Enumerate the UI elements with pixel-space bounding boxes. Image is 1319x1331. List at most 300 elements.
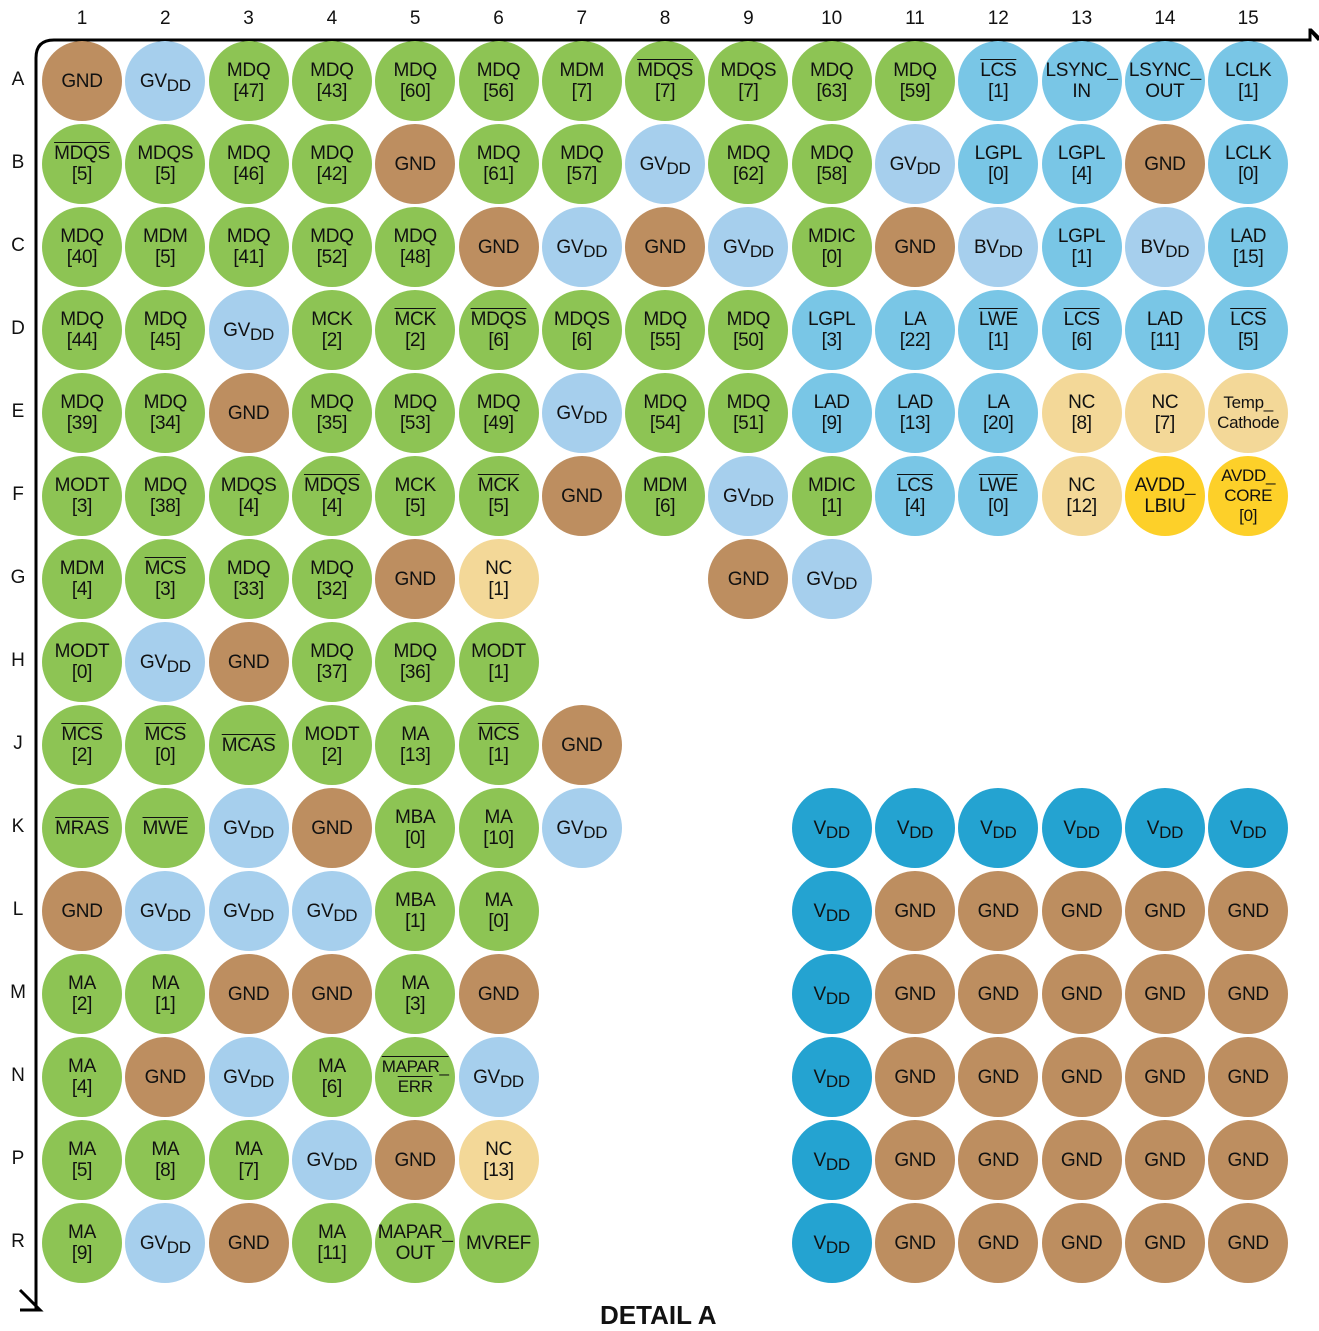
- ball-K7: [542, 788, 622, 868]
- ball-label-line: [6]: [321, 1077, 342, 1098]
- ball-E2: [125, 373, 205, 453]
- ball-label-line: $GV_{DD}$: [223, 900, 274, 925]
- ball-label-line: [1]: [405, 911, 426, 932]
- ball-J3: [209, 705, 289, 785]
- ball-label-line: GND: [477, 236, 520, 258]
- ball-label-line: [41]: [233, 247, 264, 268]
- ball-label-line: [2]: [71, 745, 93, 766]
- ball-label-line: GND: [1060, 1232, 1103, 1254]
- ball-label-line: LCLK: [1225, 143, 1272, 164]
- ball-C13: [1042, 207, 1122, 287]
- ball-label-line: MDQ: [226, 143, 271, 164]
- ball-C2: [125, 207, 205, 287]
- ball-label-line: MODT: [54, 641, 110, 662]
- ball-F4: [292, 456, 372, 536]
- ball-F9: [708, 456, 788, 536]
- ball-F13: [1042, 456, 1122, 536]
- ball-label-line: GND: [1060, 1066, 1103, 1088]
- ball-label-line: $V_{DD}$: [813, 983, 850, 1008]
- ball-B4: [292, 124, 372, 204]
- ball-label-line: $GV_{DD}$: [223, 1066, 274, 1091]
- ball-label-line: [7]: [1154, 413, 1175, 434]
- ball-label-line: [1]: [988, 330, 1009, 351]
- ball-label-line: [2]: [405, 330, 426, 351]
- ball-F14: [1125, 456, 1205, 536]
- ball-B7: [542, 124, 622, 204]
- ball-label-line: MDQ: [310, 558, 354, 579]
- ball-label-line: $GV_{DD}$: [639, 153, 691, 178]
- ball-label-line: GND: [977, 1232, 1019, 1254]
- ball-K3: [209, 788, 289, 868]
- ball-label-line: $\overline{LWE}$: [978, 309, 1018, 330]
- ball-L13: [1042, 871, 1122, 951]
- ball-A2: [125, 41, 205, 121]
- ball-P1: [42, 1120, 122, 1200]
- ball-label-line: MODT: [54, 475, 110, 496]
- ball-label-line: MDQ: [60, 392, 104, 413]
- ball-label-line: MDM: [642, 475, 688, 496]
- ball-label-line: MDQ: [310, 226, 354, 247]
- ball-M1: [42, 954, 122, 1034]
- ball-label-line: GND: [977, 983, 1019, 1005]
- column-header-5: 5: [409, 8, 421, 29]
- ball-label-line: $V_{DD}$: [1063, 817, 1100, 842]
- ball-A11: [875, 41, 955, 121]
- ball-F10: [792, 456, 872, 536]
- ball-D13: [1042, 290, 1122, 370]
- ball-label-line: MCK: [311, 309, 353, 330]
- ball-label-line: [2]: [321, 330, 342, 351]
- detail-caption: DETAIL A: [600, 1300, 717, 1330]
- ball-label-line: GND: [1144, 900, 1186, 922]
- ball-N12: [958, 1037, 1038, 1117]
- ball-label-line: [57]: [566, 164, 598, 185]
- ball-label-line: GND: [227, 983, 270, 1005]
- ball-label-line: $V_{DD}$: [813, 900, 850, 925]
- ball-N1: [42, 1037, 122, 1117]
- ball-label-line: [13]: [399, 745, 431, 766]
- ball-label-line: GND: [1144, 1066, 1186, 1088]
- ball-label-line: MDQ: [143, 475, 188, 496]
- ball-D8: [625, 290, 705, 370]
- ball-label-line: MDQ: [310, 641, 354, 662]
- ball-label-line: [63]: [816, 81, 847, 102]
- ball-E7: [542, 373, 622, 453]
- ball-label-line: [38]: [150, 496, 181, 517]
- ball-label-line: GND: [894, 1232, 936, 1254]
- ball-label-line: [36]: [399, 662, 431, 683]
- ball-D3: [209, 290, 289, 370]
- ball-P12: [958, 1120, 1038, 1200]
- ball-E8: [625, 373, 705, 453]
- ball-label-line: [7]: [738, 81, 759, 102]
- ball-label-line: $\overline{LWE}$: [978, 475, 1018, 496]
- ball-label-line: LGPL: [807, 309, 856, 330]
- ball-label-line: MA: [484, 807, 513, 828]
- ball-P15: [1208, 1120, 1288, 1200]
- ball-label-line: MA: [68, 1056, 96, 1077]
- ball-G9: [708, 539, 788, 619]
- ball-P4: [292, 1120, 372, 1200]
- ball-label-line: [1]: [988, 81, 1009, 102]
- ball-A14: [1125, 41, 1205, 121]
- column-header-9: 9: [743, 8, 754, 29]
- ball-label-line: GND: [727, 568, 770, 590]
- ball-label-line: [5]: [155, 247, 176, 268]
- ball-K13: [1042, 788, 1122, 868]
- ball-K2: [125, 788, 205, 868]
- ball-N2: [125, 1037, 205, 1117]
- ball-label-line: GND: [61, 900, 103, 922]
- ball-H3: [209, 622, 289, 702]
- ball-label-line: MODT: [304, 724, 360, 745]
- column-header-8: 8: [659, 8, 671, 29]
- ball-A7: [542, 41, 622, 121]
- ball-N5: [375, 1037, 455, 1117]
- ball-L11: [875, 871, 955, 951]
- ball-label-line: OUT: [395, 1243, 435, 1264]
- ball-label-line: [1]: [1071, 247, 1092, 268]
- ball-label-line: [33]: [233, 579, 264, 600]
- ball-R5: [375, 1203, 455, 1283]
- ball-D2: [125, 290, 205, 370]
- ball-P10: [792, 1120, 872, 1200]
- column-header-13: 13: [1071, 8, 1093, 29]
- ball-label-line: $GV_{DD}$: [722, 236, 774, 261]
- ball-label-line: MDQ: [310, 392, 354, 413]
- column-header-10: 10: [821, 8, 843, 29]
- ball-label-line: [11]: [1150, 330, 1180, 351]
- ball-label-line: MA: [151, 973, 180, 994]
- ball-B8: [625, 124, 705, 204]
- row-header-B: B: [11, 152, 25, 173]
- ball-label-line: $BV_{DD}$: [973, 236, 1023, 261]
- ball-R13: [1042, 1203, 1122, 1283]
- ball-label-line: [6]: [571, 330, 592, 351]
- row-header-A: A: [11, 69, 25, 90]
- ball-label-line: LSYNC_: [1128, 60, 1201, 81]
- ball-label-line: $\overline{MCS}$: [61, 724, 103, 745]
- ball-label-line: [0]: [1239, 506, 1258, 525]
- ball-label-line: MAPAR_: [381, 1057, 449, 1076]
- ball-label-line: [0]: [155, 745, 176, 766]
- ball-P6: [459, 1120, 539, 1200]
- ball-label-line: GND: [1060, 1149, 1103, 1171]
- ball-J4: [292, 705, 372, 785]
- ball-label-line: MDQ: [726, 309, 771, 330]
- ball-A15: [1208, 41, 1288, 121]
- ball-label-line: MBA: [395, 807, 436, 828]
- ball-D14: [1125, 290, 1205, 370]
- ball-label-line: $GV_{DD}$: [139, 1232, 191, 1257]
- ball-D5: [375, 290, 455, 370]
- ball-C4: [292, 207, 372, 287]
- ball-label-line: NC: [1068, 392, 1096, 413]
- ball-label-line: [4]: [71, 579, 93, 600]
- column-header-1: 1: [76, 8, 88, 29]
- ball-N6: [459, 1037, 539, 1117]
- ball-B2: [125, 124, 205, 204]
- ball-label-line: [47]: [233, 81, 264, 102]
- ball-label-line: MDQ: [226, 226, 271, 247]
- ball-H1: [42, 622, 122, 702]
- ball-J2: [125, 705, 205, 785]
- ball-label-line: $V_{DD}$: [1230, 817, 1267, 842]
- ball-label-line: [5]: [405, 496, 426, 517]
- ball-H2: [125, 622, 205, 702]
- ball-G6: [459, 539, 539, 619]
- ball-M2: [125, 954, 205, 1034]
- row-header-M: M: [10, 982, 26, 1003]
- ball-label-line: MDQS: [54, 143, 110, 164]
- ball-F3: [209, 456, 289, 536]
- ball-G2: [125, 539, 205, 619]
- ball-label-line: MDQS: [553, 309, 610, 330]
- ball-label-line: MDM: [559, 60, 605, 81]
- ball-label-line: Temp_: [1223, 393, 1273, 412]
- ball-B3: [209, 124, 289, 204]
- ball-label-line: MA: [68, 973, 96, 994]
- ball-label-line: MDQ: [143, 309, 188, 330]
- ball-D12: [958, 290, 1038, 370]
- ball-label-line: [58]: [816, 164, 847, 185]
- column-header-7: 7: [576, 8, 588, 29]
- ball-label-line: GND: [1144, 1232, 1186, 1254]
- ball-E10: [792, 373, 872, 453]
- ball-label-line: $V_{DD}$: [980, 817, 1017, 842]
- ball-B5: [375, 124, 455, 204]
- row-header-P: P: [11, 1148, 25, 1169]
- ball-label-line: [15]: [1232, 247, 1264, 268]
- ball-M11: [875, 954, 955, 1034]
- ball-C8: [625, 207, 705, 287]
- ball-F6: [459, 456, 539, 536]
- ball-label-line: GND: [311, 983, 353, 1005]
- ball-C1: [42, 207, 122, 287]
- ball-label-line: MDIC: [808, 226, 856, 247]
- ball-P5: [375, 1120, 455, 1200]
- ball-label-line: [52]: [316, 247, 348, 268]
- ball-label-line: [6]: [654, 496, 676, 517]
- ball-label-line: GND: [394, 1149, 436, 1171]
- ball-label-line: [4]: [321, 496, 342, 517]
- ball-label-line: LAD: [896, 392, 934, 413]
- ball-E13: [1042, 373, 1122, 453]
- ball-B9: [708, 124, 788, 204]
- ball-label-line: [8]: [1071, 413, 1092, 434]
- ball-L4: [292, 871, 372, 951]
- ball-label-line: [43]: [316, 81, 348, 102]
- ball-label-line: GND: [561, 734, 603, 756]
- ball-label-line: MA: [234, 1139, 263, 1160]
- ball-F2: [125, 456, 205, 536]
- ball-F12: [958, 456, 1038, 536]
- ball-label-line: [50]: [733, 330, 764, 351]
- ball-label-line: MDQ: [560, 143, 604, 164]
- ball-label-line: NC: [485, 1139, 512, 1160]
- ball-B14: [1125, 124, 1205, 204]
- row-header-H: H: [11, 650, 25, 671]
- ball-label-line: OUT: [1145, 81, 1185, 102]
- ball-label-line: MA: [317, 1056, 346, 1077]
- ball-N13: [1042, 1037, 1122, 1117]
- ball-P11: [875, 1120, 955, 1200]
- ball-L5: [375, 871, 455, 951]
- ball-label-line: [22]: [899, 330, 931, 351]
- ball-label-line: [6]: [488, 330, 509, 351]
- ball-L3: [209, 871, 289, 951]
- ball-label-line: [5]: [488, 496, 509, 517]
- ball-label-line: GND: [61, 70, 103, 92]
- ball-label-line: MDQS: [470, 309, 527, 330]
- ball-B15: [1208, 124, 1288, 204]
- ball-A1: [42, 41, 122, 121]
- ball-label-line: MDQ: [393, 226, 437, 247]
- ball-A12: [958, 41, 1038, 121]
- ball-M10: [792, 954, 872, 1034]
- ball-A6: [459, 41, 539, 121]
- ball-label-line: MDQ: [726, 392, 771, 413]
- ball-label-line: LA: [903, 309, 927, 330]
- ball-label-line: $GV_{DD}$: [889, 153, 941, 178]
- ball-D7: [542, 290, 622, 370]
- ball-label-line: [1]: [1238, 81, 1259, 102]
- ball-label-line: MDQ: [643, 392, 687, 413]
- ball-label-line: GND: [894, 900, 936, 922]
- ball-label-line: GND: [894, 236, 936, 258]
- ball-label-line: GND: [1144, 1149, 1186, 1171]
- ball-F8: [625, 456, 705, 536]
- column-header-14: 14: [1154, 8, 1176, 29]
- ball-label-line: GND: [1227, 1066, 1269, 1088]
- ball-label-line: [0]: [1238, 164, 1259, 185]
- ball-label-line: MDQ: [476, 143, 521, 164]
- ball-B6: [459, 124, 539, 204]
- ball-label-line: $V_{DD}$: [896, 817, 934, 842]
- ball-label-line: [53]: [399, 413, 431, 434]
- ball-label-line: $\overline{MCK}$: [477, 475, 520, 496]
- ball-L1: [42, 871, 122, 951]
- ball-label-line: [4]: [71, 1077, 93, 1098]
- ball-label-line: IN: [1072, 81, 1091, 102]
- ball-label-line: MDIC: [808, 475, 856, 496]
- ball-label-line: [9]: [821, 413, 842, 434]
- ball-R4: [292, 1203, 372, 1283]
- ball-label-line: MDQ: [643, 309, 687, 330]
- ball-R2: [125, 1203, 205, 1283]
- ball-label-line: GND: [1060, 983, 1103, 1005]
- ball-label-line: MDM: [59, 558, 105, 579]
- row-header-F: F: [12, 484, 24, 505]
- ball-label-line: MDQ: [60, 226, 104, 247]
- ball-K1: [42, 788, 122, 868]
- ball-label-line: MDQ: [893, 60, 937, 81]
- ball-G4: [292, 539, 372, 619]
- ball-E4: [292, 373, 372, 453]
- ball-label-line: GND: [1227, 900, 1269, 922]
- ball-label-line: GND: [394, 568, 436, 590]
- ball-label-line: [42]: [316, 164, 348, 185]
- ball-label-line: $V_{DD}$: [1146, 817, 1184, 842]
- ball-A3: [209, 41, 289, 121]
- ball-label-line: $GV_{DD}$: [139, 70, 191, 95]
- ball-label-line: [0]: [488, 911, 509, 932]
- ball-label-line: [11]: [317, 1243, 347, 1264]
- ball-label-line: [48]: [399, 247, 431, 268]
- row-header-N: N: [11, 1065, 25, 1086]
- ball-label-line: MDQS: [220, 475, 277, 496]
- ball-E5: [375, 373, 455, 453]
- ball-label-line: [12]: [1066, 496, 1097, 517]
- row-header-R: R: [11, 1231, 25, 1252]
- ball-label-line: [1]: [155, 994, 176, 1015]
- ball-E15: [1208, 373, 1288, 453]
- column-header-15: 15: [1237, 8, 1259, 29]
- ball-C11: [875, 207, 955, 287]
- ball-N3: [209, 1037, 289, 1117]
- ball-C14: [1125, 207, 1205, 287]
- ball-B12: [958, 124, 1038, 204]
- ball-E14: [1125, 373, 1205, 453]
- ball-label-line: LGPL: [1057, 226, 1106, 247]
- column-header-12: 12: [987, 8, 1009, 29]
- ball-label-line: GND: [894, 1066, 936, 1088]
- ball-L12: [958, 871, 1038, 951]
- ball-label-line: [62]: [733, 164, 764, 185]
- ball-M12: [958, 954, 1038, 1034]
- ball-label-line: [1]: [821, 496, 842, 517]
- ball-A10: [792, 41, 872, 121]
- ball-label-line: MDQ: [393, 641, 437, 662]
- ball-label-line: NC: [485, 558, 512, 579]
- ball-label-line: [34]: [150, 413, 181, 434]
- ball-label-line: [1]: [488, 662, 509, 683]
- ball-M13: [1042, 954, 1122, 1034]
- ball-label-line: [3]: [155, 579, 176, 600]
- ball-label-line: GND: [1227, 1149, 1269, 1171]
- ball-N4: [292, 1037, 372, 1117]
- ball-C12: [958, 207, 1038, 287]
- ball-label-line: [20]: [983, 413, 1014, 434]
- ball-D4: [292, 290, 372, 370]
- ball-label-line: [3]: [821, 330, 842, 351]
- ball-label-line: MDQ: [310, 60, 354, 81]
- ball-label-line: MA: [68, 1139, 96, 1160]
- ball-label-line: $\overline{LCS}$: [1230, 309, 1267, 330]
- ball-label-line: [7]: [238, 1160, 259, 1181]
- ball-A9: [708, 41, 788, 121]
- ball-D9: [708, 290, 788, 370]
- ball-label-line: LAD: [1230, 226, 1267, 247]
- ball-label-line: GND: [644, 236, 686, 258]
- row-header-C: C: [11, 235, 25, 256]
- column-header-11: 11: [905, 8, 925, 29]
- ball-label-line: GND: [394, 153, 436, 175]
- ball-label-line: [2]: [321, 745, 342, 766]
- ball-label-line: [13]: [483, 1160, 514, 1181]
- ball-label-line: [32]: [316, 579, 348, 600]
- ball-A8: [625, 41, 705, 121]
- ball-label-line: [0]: [71, 662, 93, 683]
- ball-D6: [459, 290, 539, 370]
- ball-H5: [375, 622, 455, 702]
- ball-label-line: MCK: [394, 475, 436, 496]
- ball-R6: [459, 1203, 539, 1283]
- ball-C10: [792, 207, 872, 287]
- ball-G5: [375, 539, 455, 619]
- ball-label-line: GND: [1144, 983, 1186, 1005]
- ball-label-line: $\overline{LCS}$: [1063, 309, 1100, 330]
